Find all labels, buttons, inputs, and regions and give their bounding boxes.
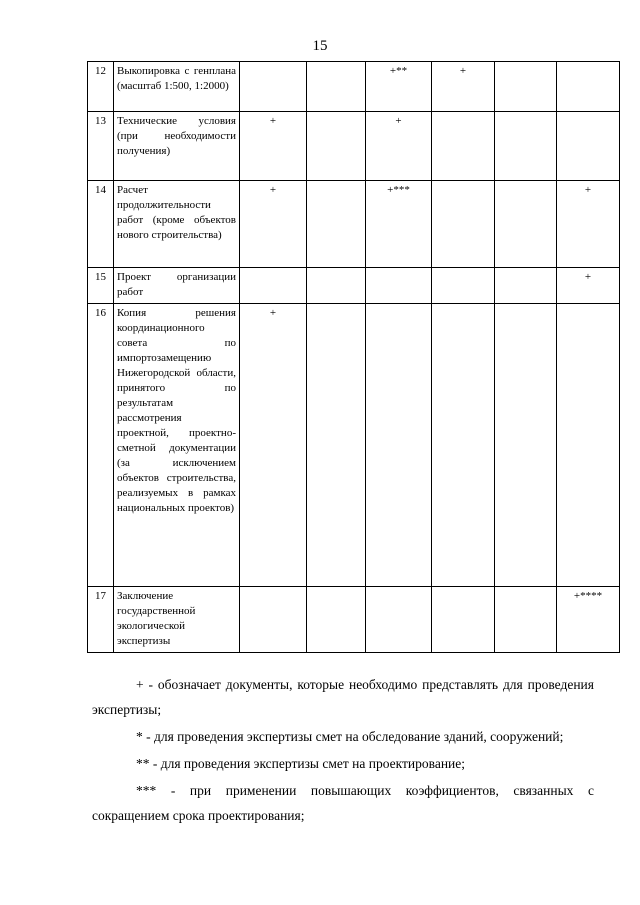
table-row	[88, 62, 620, 112]
mark-cell	[366, 587, 432, 653]
mark-cell: +	[366, 112, 432, 181]
mark-cell: +	[557, 181, 620, 268]
notes-section	[92, 672, 594, 830]
mark-cell	[307, 181, 366, 268]
row-number: 12	[88, 62, 114, 112]
mark-cell: +**	[366, 62, 432, 112]
mark-cell: +	[432, 62, 495, 112]
mark-cell	[557, 112, 620, 181]
mark-cell	[432, 304, 495, 587]
mark-cell	[432, 268, 495, 304]
mark-cell: +	[240, 112, 307, 181]
note-paragraph: ** - для проведения экспертизы смет на проектирование;	[136, 756, 466, 771]
mark-cell	[307, 62, 366, 112]
row-description: Заключение государственной экологической экспертизы	[114, 587, 240, 653]
row-description: Выкопировка с генплана (масштаб 1:500, 1:2000)	[114, 62, 240, 112]
note-paragraph: * - для проведения экспертизы смет на обследование зданий, сооружений;	[136, 729, 564, 744]
row-description: Копия решения координационного совета по импортозамещению Нижегородской области, принятого по результатам рассмотрения проектной, проектно-сметной документации (за исключением объектов строительства, реализуемых в рамках национальных проектов)	[114, 304, 240, 587]
note-paragraph: + - обозначает документы, которые необходимо представлять для проведения экспертизы;	[92, 677, 594, 717]
row-number: 15	[88, 268, 114, 304]
mark-cell	[240, 62, 307, 112]
mark-cell	[240, 587, 307, 653]
mark-cell: +	[240, 181, 307, 268]
mark-cell	[495, 62, 557, 112]
table-row	[88, 181, 620, 268]
mark-cell	[432, 587, 495, 653]
mark-cell	[366, 268, 432, 304]
mark-cell	[307, 304, 366, 587]
mark-cell: +	[240, 304, 307, 587]
mark-cell	[432, 181, 495, 268]
mark-cell	[240, 268, 307, 304]
mark-cell	[495, 587, 557, 653]
table-row	[88, 587, 620, 653]
mark-cell	[557, 62, 620, 112]
row-number: 17	[88, 587, 114, 653]
mark-cell	[495, 304, 557, 587]
row-description: Проект организации работ	[114, 268, 240, 304]
row-number: 13	[88, 112, 114, 181]
mark-cell: +****	[557, 587, 620, 653]
mark-cell	[432, 112, 495, 181]
documents-table	[87, 61, 620, 653]
mark-cell	[495, 112, 557, 181]
note-paragraph: *** - при применении повышающих коэффициентов, связанных с сокращением срока проектирования;	[92, 783, 594, 823]
row-description: Технические условия (при необходимости получения)	[114, 112, 240, 181]
row-number: 16	[88, 304, 114, 587]
mark-cell	[307, 112, 366, 181]
table-row	[88, 112, 620, 181]
mark-cell	[557, 304, 620, 587]
mark-cell	[495, 181, 557, 268]
mark-cell: +***	[366, 181, 432, 268]
page-number: 15	[312, 38, 328, 54]
row-number: 14	[88, 181, 114, 268]
row-description: Расчет продолжительности работ (кроме объектов нового строительства)	[114, 181, 240, 268]
mark-cell	[307, 587, 366, 653]
table-row	[88, 304, 620, 587]
mark-cell	[495, 268, 557, 304]
table-row	[88, 268, 620, 304]
mark-cell: +	[557, 268, 620, 304]
mark-cell	[307, 268, 366, 304]
mark-cell	[366, 304, 432, 587]
